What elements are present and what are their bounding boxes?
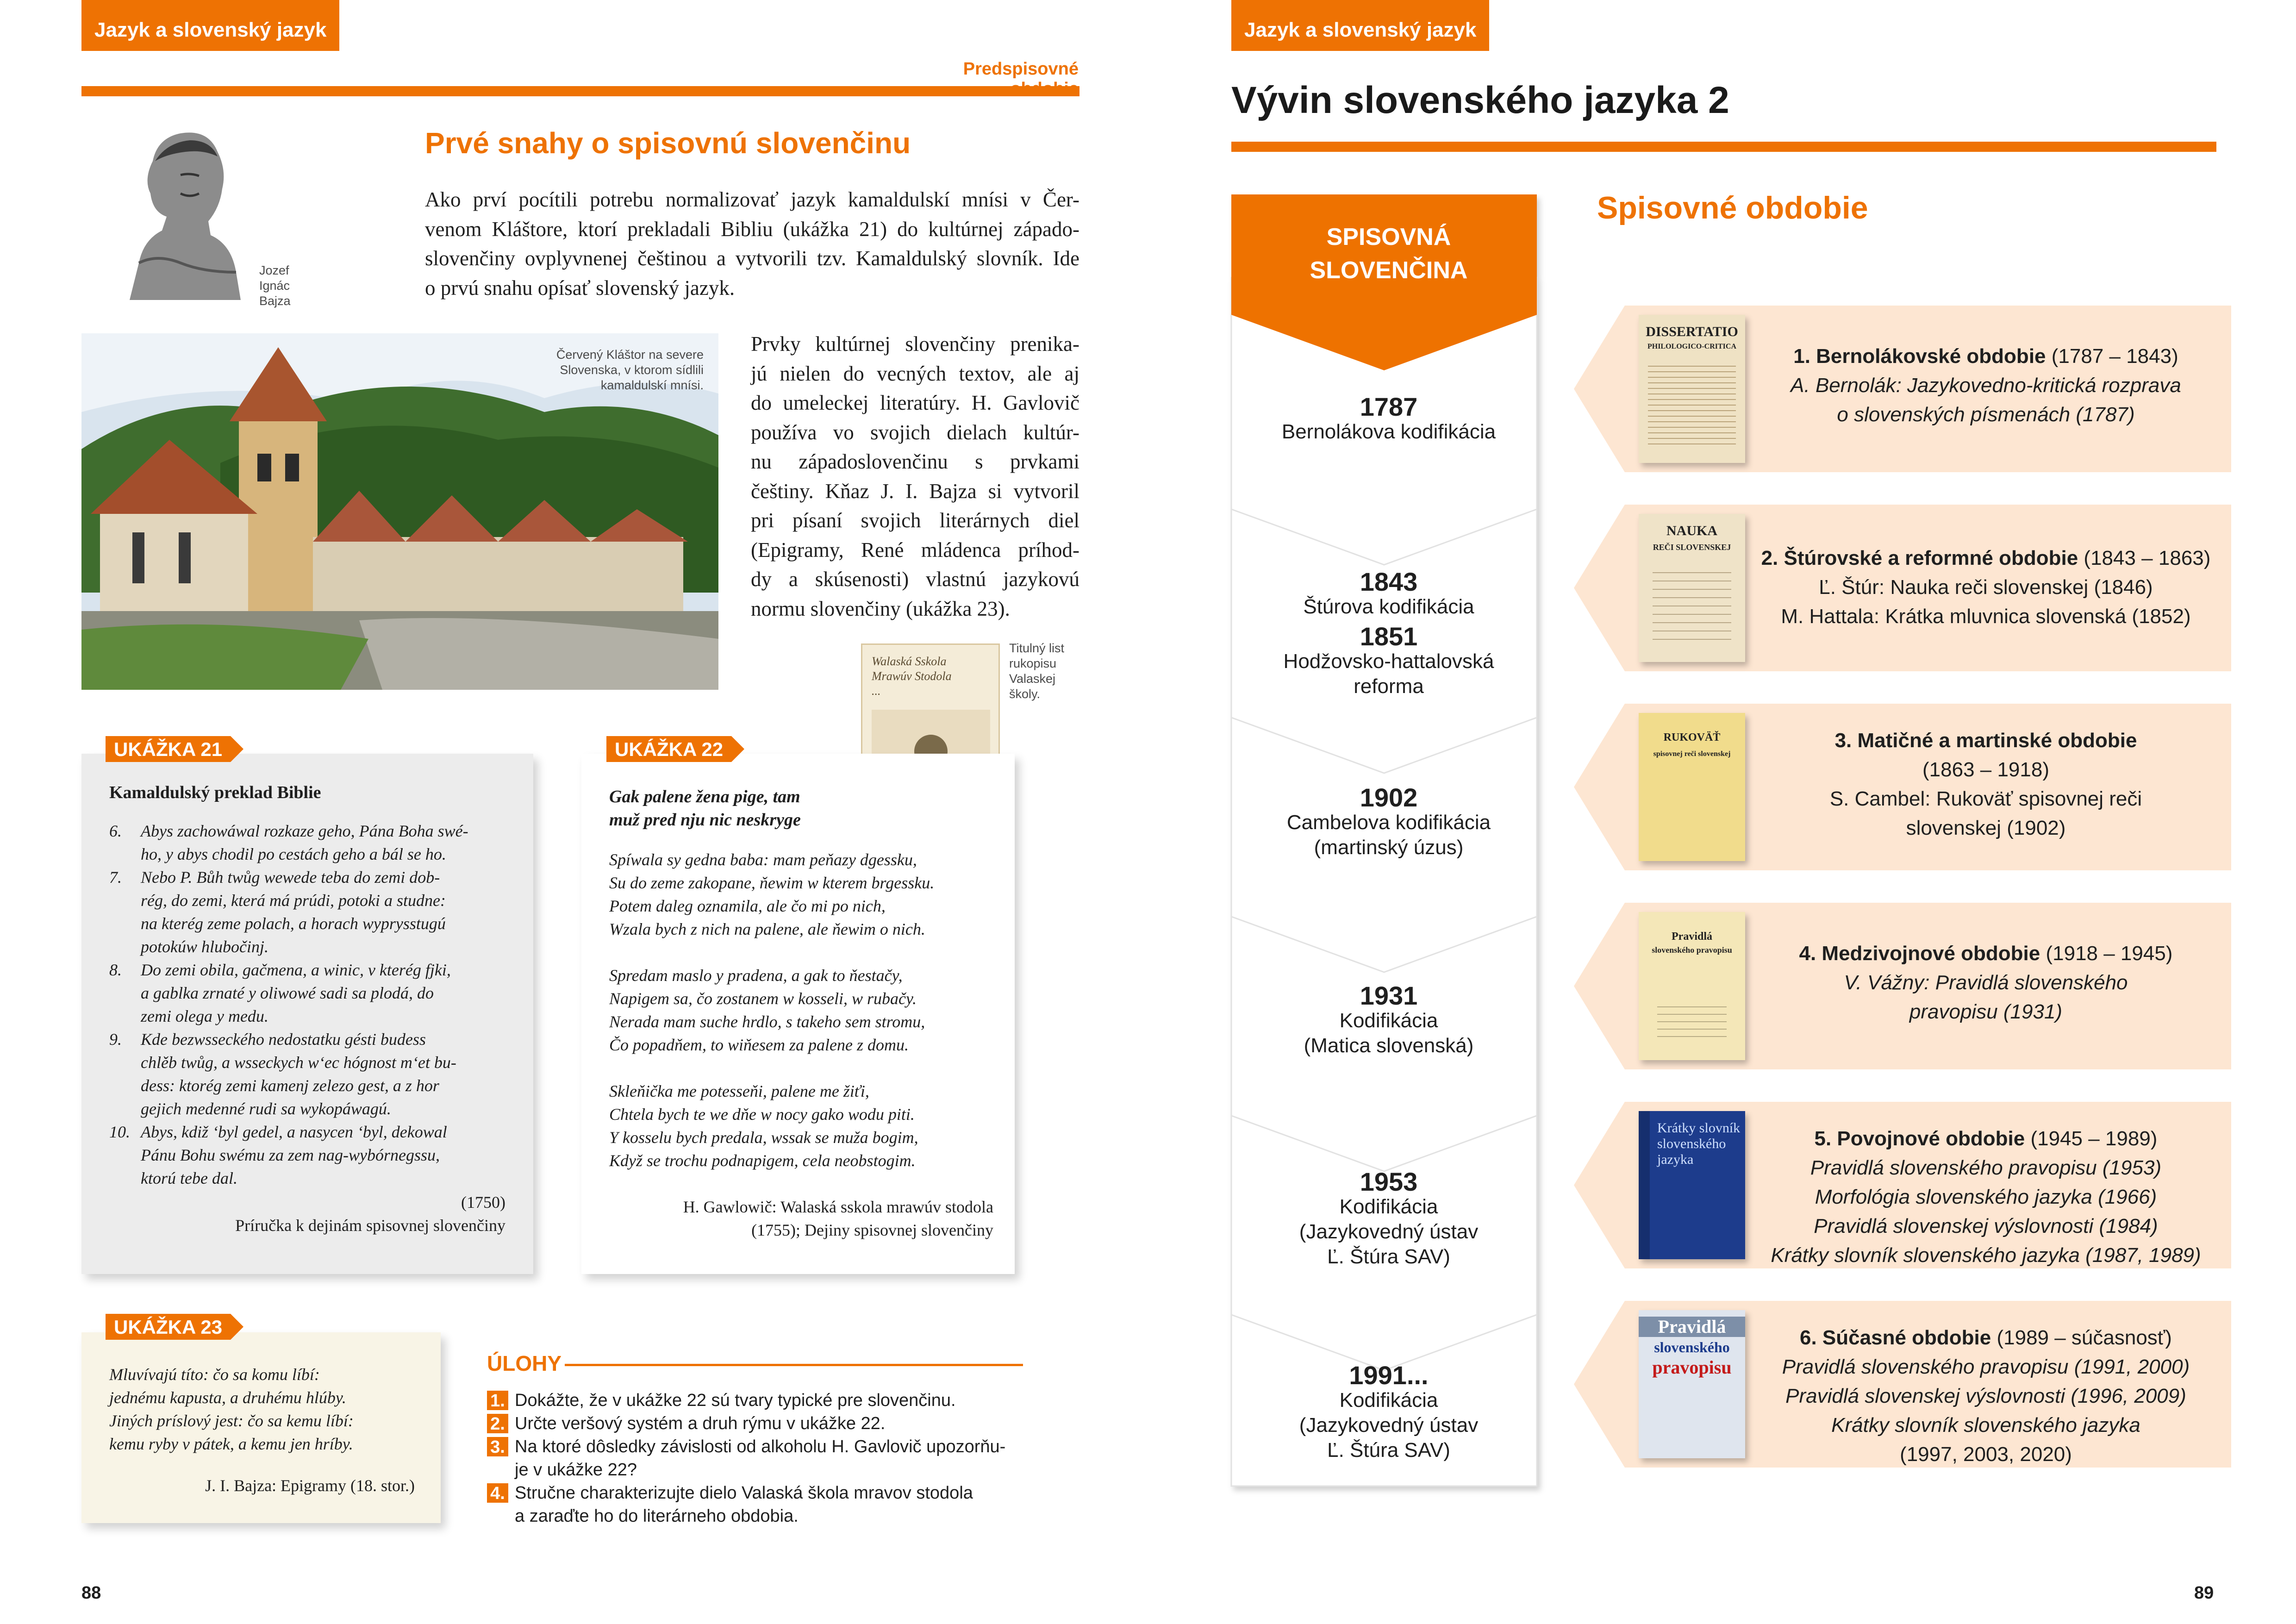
- book-cover-image: [1639, 315, 1745, 463]
- verse-line: Napigem sa, čo zostanem w kosseli, w rubačy.: [609, 989, 917, 1008]
- task-text: [515, 1389, 956, 1412]
- sample22-title: [609, 785, 993, 831]
- title-line: Gak palene žena pige, tam: [609, 787, 800, 806]
- sample23-source: J. I. Bajza: Epigramy (18. stor.): [205, 1476, 415, 1495]
- title-line: muž pred nju nic neskryge: [609, 810, 801, 830]
- verse-line: Wzala bych z nich na palene, ale ňewim o nich.: [609, 920, 925, 938]
- book-cover-image: [1639, 713, 1745, 861]
- subject-tab-right: Jazyk a slovenský jazyk: [1231, 0, 1489, 51]
- period-card: [1574, 1301, 2231, 1468]
- task-line: Dokážte, že v ukážke 22 sú tvary typické pre slovenčinu.: [515, 1391, 956, 1410]
- verse-line: gejich medenné rudi sa wykopáwagú.: [141, 1099, 391, 1118]
- task-number: 1.: [487, 1391, 508, 1410]
- codification-line: Kodifikácia: [1339, 1195, 1438, 1218]
- task-line: je v ukážke 22?: [515, 1460, 637, 1480]
- period-title: 1. Bernolákovské obdobie: [1793, 345, 2046, 368]
- verse-line: Spíwala sy gedna baba: mam peňazy dgessku,: [609, 850, 917, 869]
- codification-line: Kodifikácia: [1339, 1389, 1438, 1412]
- period-line: o slovenských písmenách (1787): [1837, 403, 2135, 426]
- caption-line: Slovenska, v ktorom sídlili: [560, 363, 704, 377]
- monastery-caption: [518, 347, 704, 393]
- sample22-tag: UKÁŽKA 22: [606, 736, 731, 762]
- verse: [109, 819, 505, 866]
- codification-line: Hodžovsko-hattalovská: [1283, 650, 1494, 673]
- verse: [109, 1120, 505, 1190]
- portrait-caption: [259, 263, 324, 309]
- book-title: NAUKA: [1666, 523, 1717, 538]
- intro-line: o prvú snahu opísať slovenský jazyk.: [425, 276, 735, 300]
- book-title: DISSERTATIO: [1646, 324, 1738, 339]
- verse-text: [141, 1028, 456, 1120]
- period-title-line: [1741, 939, 2231, 968]
- top-rule-left: [81, 86, 1079, 96]
- manuscript-line: Walaská Sskola: [872, 655, 947, 668]
- book-title: [1639, 1317, 1745, 1378]
- book-subtitle: spisovnej reči slovenskej: [1653, 750, 1731, 758]
- verse-number: 7.: [109, 868, 122, 887]
- verse-number: 8.: [109, 961, 122, 979]
- codification-year: 1931: [1360, 981, 1418, 1010]
- verse-number: 10.: [109, 1123, 130, 1141]
- verse-line: Pánu Bohu swému za zem nag-wybórnegssu,: [141, 1146, 440, 1164]
- verse-line: Spredam maslo y pradena, a gak to ňestačy,: [609, 966, 903, 985]
- verse-line: jednému kapusta, a druhému hlúby.: [109, 1388, 346, 1407]
- period-dates: (1863 – 1918): [1922, 758, 2049, 781]
- period-line: (1997, 2003, 2020): [1900, 1443, 2072, 1466]
- period-line: Pravidlá slovenskej výslovnosti (1984): [1814, 1215, 2158, 1237]
- verse-line: ktorú tebe dal.: [141, 1169, 237, 1187]
- verse: [109, 1028, 505, 1120]
- period-line: Krátky slovník slovenského jazyka: [1831, 1414, 2140, 1437]
- sample21-year: (1750): [461, 1193, 505, 1212]
- period-text: [1741, 342, 2231, 429]
- intro-line: slovenčiny ovplyvnenej češtinou a vytvorili tzv. Kamaldulský slovník. Ide: [425, 247, 1079, 270]
- codification-line: Cambelova kodifikácia: [1286, 811, 1491, 834]
- culture-line: češtiny. Kňaz J. I. Bajza si vytvoril: [751, 479, 1079, 503]
- verse-line: Abys zachowáwal rozkaze geho, Pána Boha swé-: [141, 822, 468, 840]
- codification-year: 1902: [1360, 783, 1418, 812]
- manuscript-line: ...: [872, 684, 881, 698]
- task-number: 4.: [487, 1483, 508, 1503]
- period-line: slovenskej (1902): [1906, 817, 2066, 839]
- verse-line: Potem daleg oznamila, ale čo mi po nich,: [609, 897, 886, 915]
- period-line: V. Vážny: Pravidlá slovenského: [1844, 971, 2128, 994]
- period-line: Pravidlá slovenskej výslovnosti (1996, 2009): [1785, 1385, 2186, 1407]
- codification-line: Bernolákova kodifikácia: [1281, 420, 1496, 443]
- book-subtitle: REČI SLOVENSKEJ: [1653, 543, 1731, 552]
- verse-text: [141, 819, 468, 866]
- caption-line: kamaldulskí mnísi.: [600, 378, 704, 392]
- sample22-source: [609, 1195, 993, 1242]
- top-rule-right: [1231, 142, 2216, 152]
- caption-line: Valaskej: [1009, 672, 1056, 686]
- period-card: [1574, 306, 2231, 472]
- sample21-title: Kamaldulský preklad Biblie: [109, 783, 321, 802]
- task-item: [487, 1389, 956, 1412]
- book-cover-image: [1639, 514, 1745, 662]
- codification-line: Štúrova kodifikácia: [1303, 595, 1474, 618]
- period-dates: (1945 – 1989): [2030, 1127, 2158, 1150]
- manuscript-caption: [1009, 641, 1079, 702]
- verse-line: ho, y abys chodil po cestách geho a bál se ho.: [141, 845, 446, 863]
- culture-line: (Epigramy, René mládenca príhod-: [751, 538, 1079, 562]
- book-title: RUKOVÄŤ: [1663, 731, 1721, 743]
- verse-number: 9.: [109, 1030, 122, 1049]
- codification-year: 1851: [1360, 622, 1418, 651]
- period-text: [1741, 543, 2231, 631]
- caption-line: Bajza: [259, 294, 291, 308]
- sample21-tag: UKÁŽKA 21: [106, 736, 231, 762]
- task-number: 2.: [487, 1414, 508, 1433]
- verse-line: rég, do zemi, která má prúdi, potoki a studne:: [141, 891, 446, 910]
- sample22-stanza: [609, 848, 993, 941]
- caption-line: Červený Kláštor na severe: [556, 348, 704, 362]
- codification-entry: [1236, 983, 1541, 1058]
- culture-line: jú nielen do vecných textov, ale aj: [751, 362, 1079, 385]
- culture-line: nu západoslovenčinu s prvkami: [751, 450, 1079, 473]
- task-line: Stručne charakterizujte dielo Valaská škola mravov stodola: [515, 1483, 973, 1503]
- verse-line: kemu ryby v pátek, a kemu jen hríby.: [109, 1435, 353, 1453]
- codification-header: [1231, 220, 1546, 287]
- page-number-right: 89: [2194, 1583, 2214, 1603]
- manuscript-line: Mrawúv Stodola: [872, 669, 952, 683]
- verse-line: Y kosselu bych predala, wssak se muža bogim,: [609, 1128, 918, 1147]
- book-title: [1657, 1120, 1740, 1168]
- verse-number: 6.: [109, 822, 122, 840]
- book-title: Pravidlá: [1672, 931, 1712, 943]
- verse-line: Nebo P. Bůh twůg wewede teba do zemi dob-: [141, 868, 440, 887]
- period-line: Krátky slovník slovenského jazyka (1987, 1989): [1771, 1244, 2201, 1267]
- verse-line: potokúw hlubočinj.: [141, 937, 268, 956]
- codification-line: Ľ. Štúra SAV): [1327, 1245, 1450, 1268]
- period-line: M. Hattala: Krátka mluvnica slovenská (1852): [1781, 605, 2191, 628]
- verse-line: zemi olega y medu.: [141, 1007, 268, 1025]
- book-cover-image: [1639, 1310, 1745, 1458]
- codification-year: 1843: [1360, 567, 1418, 596]
- codification-year: 1953: [1360, 1167, 1418, 1196]
- codification-entry: [1236, 1169, 1541, 1269]
- culture-line: do umeleckej literatúry. H. Gavlovič: [751, 391, 1079, 414]
- book-title-line: jazyka: [1657, 1152, 1694, 1167]
- book-cover-image: [1639, 1111, 1745, 1259]
- codification-entry: [1236, 569, 1541, 699]
- period-line: A. Bernolák: Jazykovedno-kritická rozprava: [1791, 374, 2181, 397]
- page-number-left: 88: [81, 1583, 101, 1603]
- codification-line: Ľ. Štúra SAV): [1327, 1439, 1450, 1462]
- period-title-line: [1741, 1323, 2231, 1352]
- period-title: 4. Medzivojnové obdobie: [1799, 942, 2040, 965]
- period-card: [1574, 1102, 2231, 1268]
- period-title: 6. Súčasné obdobie: [1800, 1326, 1991, 1349]
- verse-line: Nerada mam suche hrdlo, s takeho sem stromu,: [609, 1012, 925, 1031]
- book-title-line: pravopisu: [1652, 1357, 1732, 1378]
- verse-line: Čo popadňem, to wiňesem za palene z domu.: [609, 1036, 909, 1054]
- period-line: S. Cambel: Rukoväť spisovnej reči: [1829, 787, 2142, 810]
- sample23-content: [109, 1363, 424, 1497]
- intro-paragraph: [425, 185, 1079, 303]
- task-text: [515, 1435, 1005, 1481]
- task-text: [515, 1481, 973, 1528]
- verse-line: Když se trochu podnapigem, cela neobstogim.: [609, 1151, 916, 1170]
- period-card: [1574, 704, 2231, 870]
- culture-line: používa vo svojich dielach kultúr-: [751, 420, 1079, 444]
- header-line: SPISOVNÁ: [1326, 224, 1451, 250]
- sample22-stanza: [609, 1080, 993, 1172]
- verse-line: Mluvívajú títo: čo sa komu líbí:: [109, 1365, 320, 1384]
- codification-entry: [1236, 394, 1541, 444]
- period-dates: (1989 – súčasnosť): [1997, 1326, 2172, 1349]
- period-title-line: [1741, 1124, 2231, 1153]
- epigram: [109, 1363, 424, 1455]
- page-heading: Prvé snahy o spisovnú slovenčinu: [425, 126, 911, 160]
- culture-line: normu slovenčiny (ukážka 23).: [751, 597, 1010, 620]
- codification-entry: [1236, 785, 1541, 860]
- verse-text: [141, 866, 446, 958]
- period-card: [1574, 505, 2231, 671]
- period-title-line: [1741, 543, 2231, 573]
- task-line: a zaraďte ho do literárneho obdobia.: [515, 1506, 799, 1526]
- book-subtitle: slovenského pravopisu: [1652, 945, 1732, 955]
- culture-line: Prvky kultúrnej slovenčiny prenika-: [751, 332, 1079, 356]
- culture-line: dy a skúsenosti) vlastnú jazykovú: [751, 568, 1079, 591]
- period-title: 3. Matičné a martinské obdobie: [1834, 729, 2137, 752]
- source-line: H. Gawlowič: Walaská sskola mrawúv stodola: [683, 1198, 993, 1216]
- verse: [109, 958, 505, 1028]
- codification-line: (martinský úzus): [1314, 836, 1464, 859]
- verse-line: Chtela bych te we dňe w nocy gako wodu piti.: [609, 1105, 915, 1124]
- tasks-heading: ÚLOHY: [487, 1351, 562, 1375]
- verse-line: Su do zeme zakopane, ňewim w kterem brgessku.: [609, 874, 935, 892]
- bajza-portrait-image: [111, 124, 250, 300]
- verse-line: chlěb twůg, a wsseckych w‘ec hógnost m‘et bu-: [141, 1053, 456, 1072]
- verse-line: Jiných príslový jest: čo sa kemu líbí:: [109, 1412, 354, 1430]
- verse-line: Skleňička me potesseňi, palene me žiťi,: [609, 1082, 869, 1100]
- book-title-line: Pravidlá: [1639, 1317, 1745, 1337]
- sample22-content: [609, 785, 993, 1242]
- culture-paragraph: [751, 330, 1079, 624]
- period-title: 5. Povojnové obdobie: [1814, 1127, 2025, 1150]
- task-item: [487, 1481, 973, 1528]
- header-line: SLOVENČINA: [1310, 257, 1468, 284]
- period-dates: (1787 – 1843): [2051, 345, 2178, 368]
- codification-year: 1787: [1360, 392, 1418, 421]
- caption-line: rukopisu: [1009, 656, 1057, 670]
- book-title-line: Krátky slovník: [1657, 1120, 1741, 1136]
- verse-line: Do zemi obila, gačmena, a winic, v kterég fjki,: [141, 961, 451, 979]
- period-heading: Spisovné obdobie: [1597, 190, 1868, 225]
- culture-line: pri písaní svojich literárnych diel: [751, 509, 1079, 532]
- period-dates: (1843 – 1863): [2084, 547, 2211, 569]
- book-subtitle: PHILOLOGICO-CRITICA: [1647, 343, 1737, 350]
- codification-year: 1991...: [1349, 1361, 1429, 1390]
- sample21-verses: [109, 819, 505, 1190]
- page-title: Vývin slovenského jazyka 2: [1231, 79, 1729, 121]
- task-number: 3.: [487, 1437, 508, 1456]
- subject-tab-left: Jazyk a slovenský jazyk: [81, 0, 339, 51]
- sample21-content: [109, 782, 505, 1237]
- verse-line: Abys, kdiž ‘byl gedel, a nasycen ‘byl, dekowal: [141, 1123, 447, 1141]
- verse-text: [141, 1120, 447, 1190]
- task-item: [487, 1412, 885, 1435]
- caption-line: Ignác: [259, 279, 290, 293]
- period-line: pravopisu (1931): [1909, 1000, 2063, 1023]
- codification-entry: [1236, 1363, 1541, 1463]
- period-title: 2. Štúrovské a reformné obdobie: [1761, 547, 2078, 569]
- intro-line: Ako prví pocítili potrebu normalizovať jazyk kamaldulskí mnísi v Čer-: [425, 188, 1079, 211]
- verse-line: a gablka zrnaté y oliwowé sadi sa plodá, do: [141, 984, 434, 1002]
- book-cover-image: [1639, 912, 1745, 1060]
- period-line: Morfológia slovenského jazyka (1966): [1815, 1186, 2157, 1208]
- book-title-line: slovenského: [1654, 1339, 1730, 1355]
- sample23-tag: UKÁŽKA 23: [106, 1314, 231, 1340]
- period-dates: (1918 – 1945): [2046, 942, 2173, 965]
- sample22-stanza: [609, 964, 993, 1056]
- task-line: Na ktoré dôsledky závislosti od alkoholu H. Gavlovič upozorňu-: [515, 1437, 1006, 1456]
- period-text: [1741, 1323, 2231, 1469]
- verse-line: na kterég zeme polach, a horach wyprysstugú: [141, 914, 446, 933]
- verse-line: Kde bezwsseckého nedostatku gésti budess: [141, 1030, 426, 1049]
- period-text: [1741, 1124, 2231, 1270]
- verse-line: dess: ktorég zemi kamenj zelezo gest, a z hor: [141, 1076, 439, 1095]
- period-title-line: [1741, 342, 2231, 371]
- period-line: Ľ. Štúr: Nauka reči slovenskej (1846): [1819, 576, 2153, 599]
- codification-line: (Jazykovedný ústav: [1299, 1220, 1479, 1243]
- period-text: [1741, 939, 2231, 1026]
- task-line: Určte veršový systém a druh rýmu v ukážke 22.: [515, 1414, 886, 1433]
- period-text: [1741, 726, 2231, 843]
- codification-line: (Matica slovenská): [1304, 1034, 1474, 1057]
- period-line: Pravidlá slovenského pravopisu (1991, 2000): [1782, 1355, 2190, 1378]
- caption-line: školy.: [1009, 687, 1041, 701]
- book-title-line: slovenského: [1657, 1136, 1726, 1151]
- sample21-source: Príručka k dejinám spisovnej slovenčiny: [235, 1216, 505, 1235]
- section-label: Predspisovné: [963, 59, 1079, 79]
- caption-line: Jozef: [259, 263, 289, 277]
- caption-line: Titulný list: [1009, 641, 1065, 655]
- codification-line: Kodifikácia: [1339, 1009, 1438, 1032]
- period-line: Pravidlá slovenského pravopisu (1953): [1810, 1156, 2162, 1179]
- verse-text: [141, 958, 451, 1028]
- source-line: (1755); Dejiny spisovnej slovenčiny: [751, 1221, 993, 1239]
- intro-line: venom Kláštore, ktorí prekladali Bibliu (ukážka 21) do kultúrnej západo-: [425, 217, 1079, 241]
- task-item: [487, 1435, 1005, 1481]
- verse: [109, 866, 505, 958]
- codification-line: reforma: [1354, 675, 1424, 698]
- task-text: [515, 1412, 885, 1435]
- codification-line: (Jazykovedný ústav: [1299, 1414, 1479, 1437]
- tasks-rule: [565, 1364, 1023, 1366]
- period-card: [1574, 903, 2231, 1069]
